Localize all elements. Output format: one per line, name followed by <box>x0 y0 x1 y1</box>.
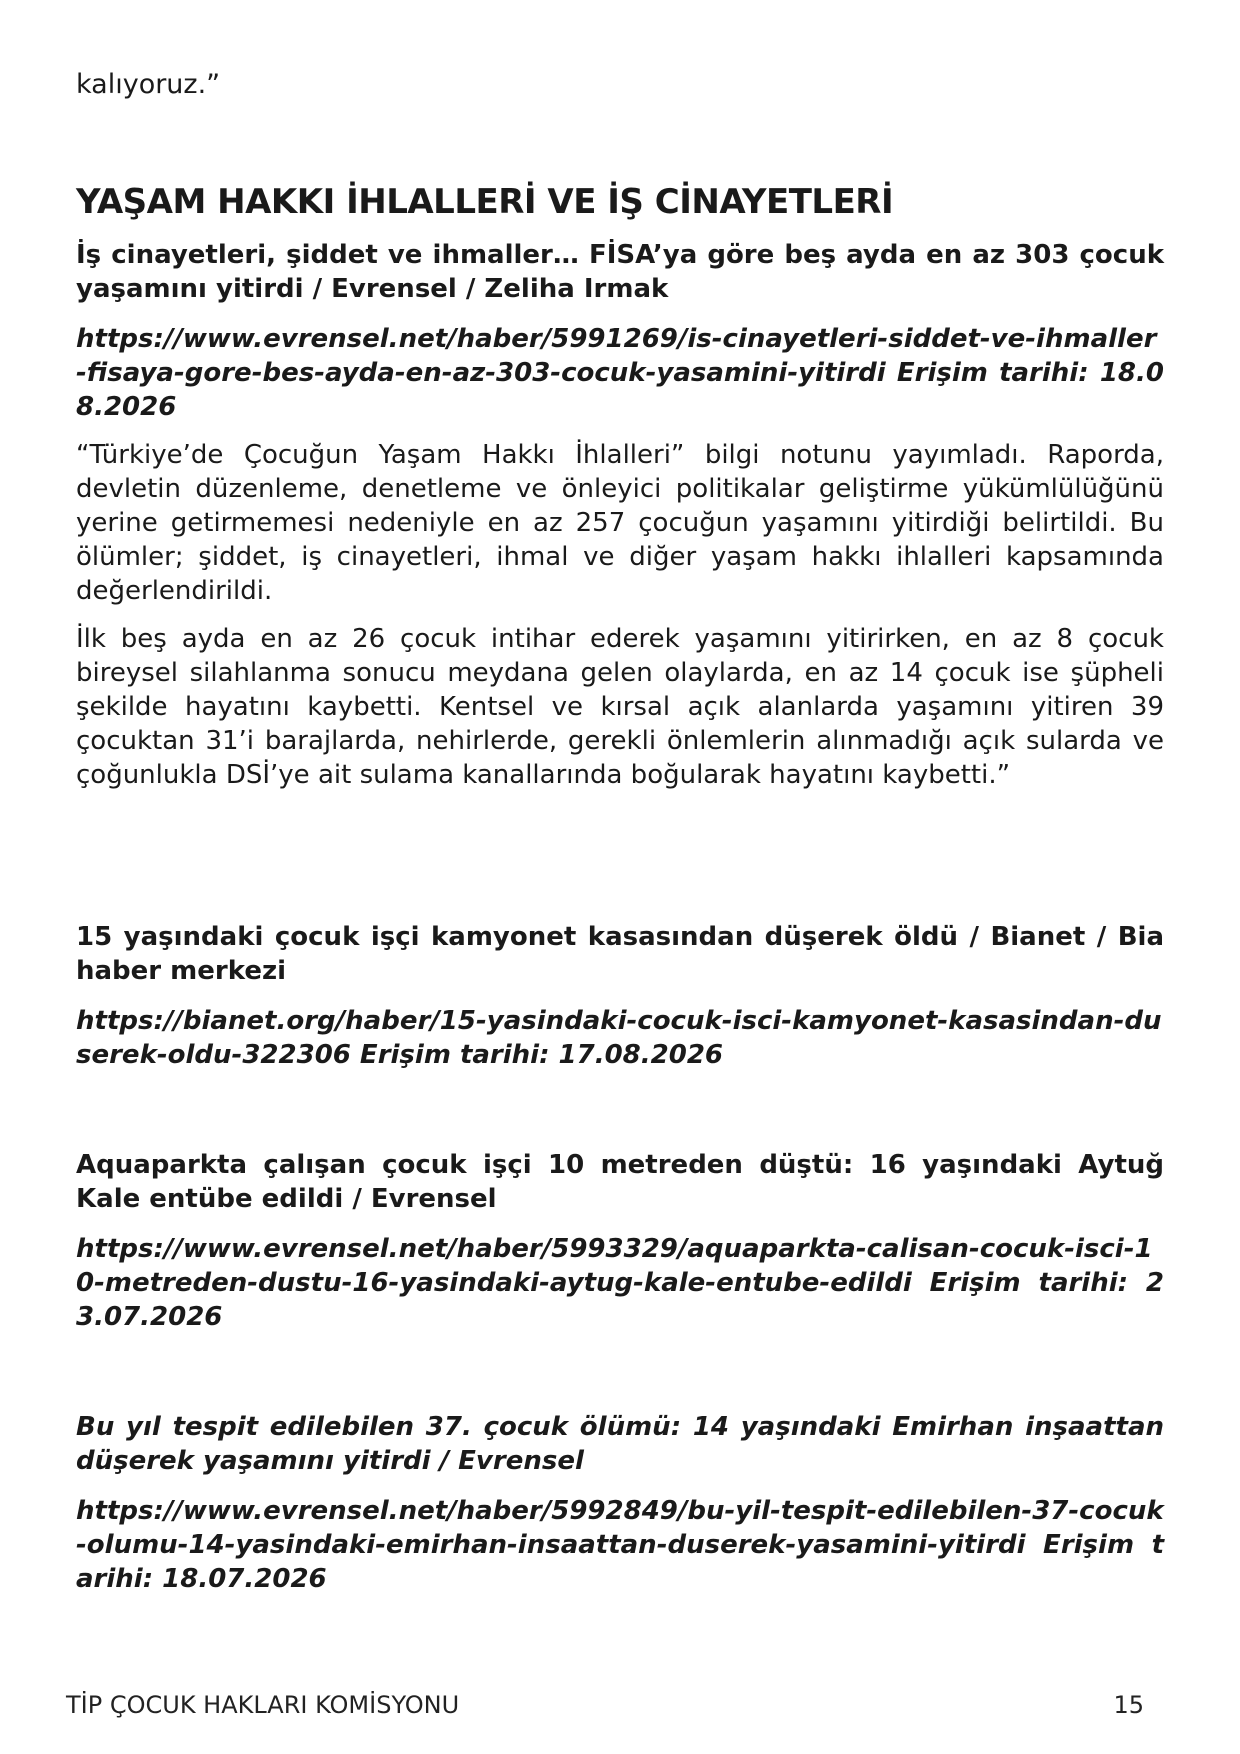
entry-title: İş cinayetleri, şiddet ve ihmaller… FİSA’ya göre beş ayda en az 303 çocuk yaşamını yitirdi / Evrensel / Zeliha Irmak <box>76 240 1164 304</box>
entry-4 <box>76 1410 1164 1596</box>
entry-link[interactable]: https://www.evrensel.net/haber/5993329/aquaparkta-calisan-cocuk-isci-10-metreden-dustu-16-yasindaki-aytug-kale-entube-edildi Erişim tarihi: 23.07.2026 <box>76 1234 1164 1332</box>
intro-text: kalıyoruz.” <box>76 69 221 100</box>
paragraph: “Türkiye’de Çocuğun Yaşam Hakkı İhlalleri” bilgi notunu yayımladı. Raporda, devletin düzenleme, denetleme ve önleyici politikalar geliştirme yükümlülüğünü yerine getirmemesi nedeniyle en az 257 çocuğun yaşamını yitirdiği belirtildi. Bu ölümler; şiddet, iş cinayetleri, ihmal ve diğer yaşam hakkı ihlalleri kapsamında değerlendirildi. <box>76 440 1164 606</box>
entry-title: 15 yaşındaki çocuk işçi kamyonet kasasından düşerek öldü / Bianet / Bia haber merkezi <box>76 922 1164 986</box>
section-title: YAŞAM HAKKI İHLALLERİ VE İŞ CİNAYETLERİ <box>76 182 894 222</box>
paragraph: İlk beş ayda en az 26 çocuk intihar ederek yaşamını yitirirken, en az 8 çocuk bireysel silahlanma sonucu meydana gelen olaylarda, en az 14 çocuk ise şüpheli şekilde hayatını kaybetti. Kentsel ve kırsal açık alanlarda yaşamını yitiren 39 çocuktan 31’i barajlarda, nehirlerde, gerekli önlemlerin alınmadığı açık sularda ve çoğunlukla DSİ’ye ait sulama kanallarında boğularak hayatını kaybetti.” <box>76 624 1164 790</box>
entry-link[interactable]: https://www.evrensel.net/haber/5992849/bu-yil-tespit-edilebilen-37-cocuk-olumu-14-yasindaki-emirhan-insaattan-duserek-yasamini-yitirdi Erişim tarihi: 18.07.2026 <box>76 1496 1164 1594</box>
entry-link[interactable]: https://bianet.org/haber/15-yasindaki-cocuk-isci-kamyonet-kasasindan-duserek-oldu-322306 Erişim tarihi: 17.08.2026 <box>76 1006 1162 1070</box>
page-number: 15 <box>1113 1691 1144 1719</box>
entry-1 <box>76 238 1164 806</box>
entry-2 <box>76 920 1164 1072</box>
entry-title: Bu yıl tespit edilebilen 37. çocuk ölümü: 14 yaşındaki Emirhan inşaattan düşerek yaşamını yitirdi / Evrensel <box>76 1412 1164 1476</box>
entry-3 <box>76 1148 1164 1334</box>
footer-organization: TİP ÇOCUK HAKLARI KOMİSYONU <box>66 1691 460 1719</box>
entry-title: Aquaparkta çalışan çocuk işçi 10 metreden düştü: 16 yaşındaki Aytuğ Kale entübe edildi / Evrensel <box>76 1150 1164 1214</box>
entry-body <box>76 438 1164 792</box>
entry-link[interactable]: https://www.evrensel.net/haber/5991269/is-cinayetleri-siddet-ve-ihmaller-fisaya-gore-bes-ayda-en-az-303-cocuk-yasamini-yitirdi Erişim tarihi: 18.08.2026 <box>76 324 1164 422</box>
